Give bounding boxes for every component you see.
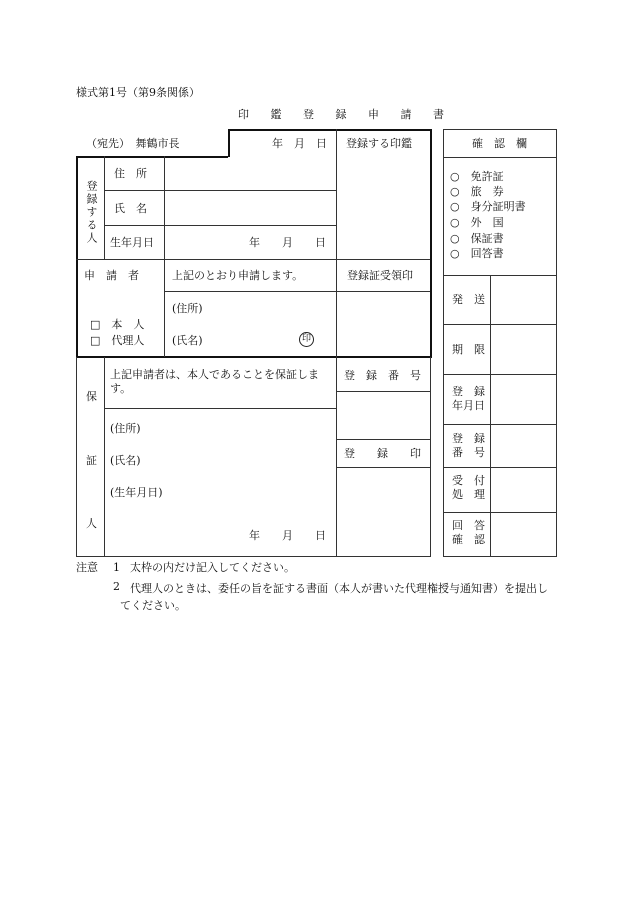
registered-seal-box[interactable] xyxy=(338,158,428,258)
reg-date-label: 登 録 年月日 xyxy=(452,385,485,412)
agent-checkbox[interactable]: □ 代理人 xyxy=(90,334,145,347)
guarantor-label-2: 証 xyxy=(86,454,97,467)
confirm-item-license[interactable]: ○ 免許証 xyxy=(450,170,504,183)
confirm-item-reply[interactable]: ○ 回答書 xyxy=(450,247,504,260)
guarantor-label-1: 保 xyxy=(86,390,97,403)
guarantor-date: 年 月 日 xyxy=(249,529,326,542)
reg-seal-label: 登 録 印 xyxy=(344,447,421,460)
cert-receipt-label: 登録証受領印 xyxy=(347,269,413,282)
deadline-label: 期 限 xyxy=(452,343,485,356)
applicant-address-label: (住所) xyxy=(172,302,203,315)
confirm-column-title: 確 認 欄 xyxy=(472,137,527,150)
note-1-number: 1 xyxy=(113,561,120,574)
applicant-label: 申 請 者 xyxy=(84,269,139,282)
reg-number-label: 登 録 番 号 xyxy=(344,369,421,382)
note-1: 太枠の内だけ記入してください。 xyxy=(130,561,295,574)
guarantor-name-label: (氏名) xyxy=(110,454,141,467)
registrant-section-label: 登録する人 xyxy=(85,180,98,245)
guarantor-statement: 上記申請者は、本人であることを保証します。 xyxy=(110,368,319,395)
guarantor-label-3: 人 xyxy=(86,517,97,530)
confirm-item-guarantee[interactable]: ○ 保証書 xyxy=(450,232,504,245)
reply-label: 回 答 確 認 xyxy=(452,519,485,546)
form-title: 印 鑑 登 録 申 請 書 xyxy=(238,108,453,121)
confirm-item-passport[interactable]: ○ 旅 券 xyxy=(450,185,504,198)
applicant-statement: 上記のとおり申請します。 xyxy=(172,269,304,282)
note-2: 代理人のときは、委任の旨を証する書面（本人が書いた代理権授与通知書）を提出してください。 xyxy=(120,582,548,612)
notes-label: 注意 xyxy=(76,561,98,574)
seal-mark: 印 xyxy=(299,332,314,347)
name-label: 氏 名 xyxy=(114,202,147,215)
accept-label: 受 付 処 理 xyxy=(452,474,485,501)
application-date: 年 月 日 xyxy=(272,137,327,150)
guarantor-dob-label: (生年月日) xyxy=(110,486,163,499)
dob-label: 生年月日 xyxy=(110,236,154,249)
guarantor-address-label: (住所) xyxy=(110,422,141,435)
confirm-item-foreign[interactable]: ○ 外 国 xyxy=(450,216,504,229)
send-label: 発 送 xyxy=(452,293,485,306)
reg-no-label: 登 録 番 号 xyxy=(452,432,485,459)
dob-value: 年 月 日 xyxy=(249,236,326,249)
confirm-item-id[interactable]: ○ 身分証明書 xyxy=(450,200,526,213)
addressee: （宛先） 舞鶴市長 xyxy=(86,137,180,150)
applicant-name-label: (氏名) xyxy=(172,334,203,347)
self-checkbox[interactable]: □ 本 人 xyxy=(90,318,145,331)
address-field[interactable] xyxy=(166,158,334,189)
form-number: 様式第1号（第9条関係） xyxy=(76,86,200,99)
address-label: 住 所 xyxy=(114,167,147,180)
note-2-number: 2 xyxy=(113,580,120,593)
registered-seal-label: 登録する印鑑 xyxy=(346,137,412,150)
name-field[interactable] xyxy=(166,192,334,224)
